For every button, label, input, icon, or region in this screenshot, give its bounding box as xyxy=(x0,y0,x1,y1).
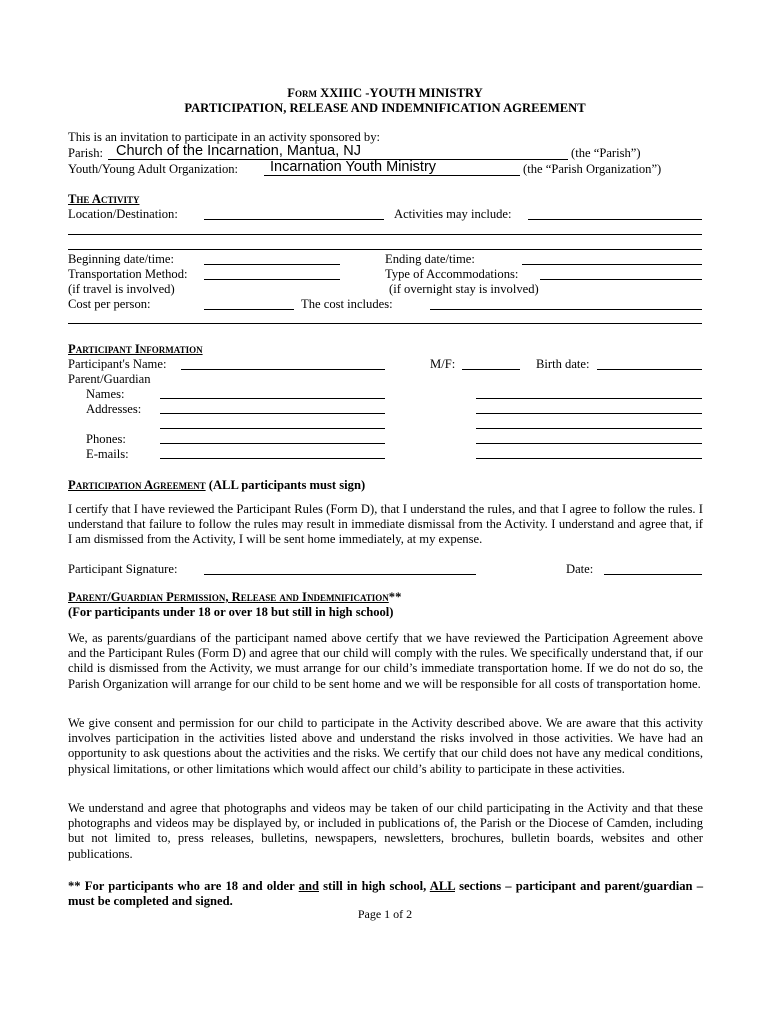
addresses-label: Addresses: xyxy=(86,402,142,416)
signature-date-label: Date: xyxy=(566,562,594,576)
parish-label: Parish: xyxy=(68,146,103,160)
activity-heading: The Activity xyxy=(68,192,140,206)
cost-includes-field[interactable] xyxy=(430,309,702,310)
mf-label: M/F: xyxy=(430,357,456,371)
parent-permission-heading-suffix: ** xyxy=(388,590,402,604)
emails-label: E-mails: xyxy=(86,447,129,461)
participant-name-field[interactable] xyxy=(181,369,385,370)
footnote-all: ALL xyxy=(429,879,455,893)
cost-includes-label: The cost includes: xyxy=(301,297,393,311)
agreement-heading-suffix: (ALL participants must sign) xyxy=(205,478,366,492)
cost-label: Cost per person: xyxy=(68,297,151,311)
participant-signature-label: Participant Signature: xyxy=(68,562,178,576)
parent-phone-field-2[interactable] xyxy=(476,443,702,444)
signature-date-field[interactable] xyxy=(604,574,702,575)
participant-signature-field[interactable] xyxy=(204,574,476,575)
parent-permission-heading xyxy=(68,590,401,605)
parent-address-field-4[interactable] xyxy=(476,428,702,429)
mf-field[interactable] xyxy=(462,369,520,370)
activities-extra-line-1[interactable] xyxy=(68,234,702,235)
participant-name-label: Participant's Name: xyxy=(68,357,167,371)
parent-address-field-1[interactable] xyxy=(160,413,385,414)
phones-label: Phones: xyxy=(86,432,126,446)
invitation-text: This is an invitation to participate in an activity sponsored by: xyxy=(68,130,380,144)
agreement-heading-text: Participation Agreement xyxy=(68,478,206,492)
birth-date-field[interactable] xyxy=(597,369,702,370)
form-title-text: Form XXIIIC -YOUTH MINISTRY xyxy=(287,86,483,100)
form-subtitle: PARTICIPATION, RELEASE AND INDEMNIFICATION AGREEMENT xyxy=(184,101,586,115)
cost-includes-extra-line[interactable] xyxy=(68,323,702,324)
parent-phone-field-1[interactable] xyxy=(160,443,385,444)
parent-paragraph-2: We give consent and permission for our child to participate in the Activity described above. We are aware that this activity involves participation in the activities listed above and understand the risks involved in those activities. We have had an opportunity to ask questions about the activities and the risks. We certify that our child does not have any medical conditions, physical limitations, or other limitations which would affect our child’s ability to participate in these activities. xyxy=(68,716,703,776)
footnote-rest: sections – participant and parent/guardian – must be completed and signed. xyxy=(68,879,703,909)
agreement-text: I certify that I have reviewed the Participant Rules (Form D), that I understand the rules, and that I agree to follow the rules. I understand that failure to follow the rules may result in immediate dismissal from the Activity. I understand and agree that, if I am dismissed from the Activity, I will be sent home immediately, at my expense. xyxy=(68,502,703,547)
names-label: Names: xyxy=(86,387,125,401)
transport-label: Transportation Method: xyxy=(68,267,188,281)
agreement-heading xyxy=(68,478,365,493)
parent-paragraph-3: We understand and agree that photographs and videos may be taken of our child participating in the Activity and that these photographs and videos may be displayed by, or included in publications of, the Parish or the Diocese of Camden, including but not limited to, press releases, bulletins, newspapers, newsletters, brochures, bulletin boards, websites and other publications. xyxy=(68,801,703,861)
footnote-prefix: ** For participants who are 18 and older xyxy=(68,879,299,893)
parent-address-field-3[interactable] xyxy=(160,428,385,429)
birth-date-label: Birth date: xyxy=(536,357,590,371)
parent-email-field-1[interactable] xyxy=(160,458,385,459)
form-title xyxy=(0,86,770,101)
accommodation-field[interactable] xyxy=(540,279,702,280)
organization-field[interactable]: Incarnation Youth Ministry xyxy=(270,159,437,175)
activities-extra-line-2[interactable] xyxy=(68,249,702,250)
parent-name-field-2[interactable] xyxy=(476,398,702,399)
parent-email-field-2[interactable] xyxy=(476,458,702,459)
parent-permission-subheading: (For participants under 18 or over 18 but still in high school) xyxy=(68,605,394,619)
location-field[interactable] xyxy=(204,219,384,220)
parent-paragraph-1: We, as parents/guardians of the participant named above certify that we have reviewed the Participation Agreement above and the Participant Rules (Form D) and agree that our child will comply with the rules. We specifically understand that, if our child is dismissed from the Activity, we must arrange for our child’s immediate transportation home. If we do not do so, the Parish Organization will arrange for our child to be sent home and we will be responsible for all costs of transportation home. xyxy=(68,631,703,691)
footnote-mid: still in high school, xyxy=(318,879,430,893)
end-field[interactable] xyxy=(522,264,702,265)
transport-field[interactable] xyxy=(204,279,340,280)
travel-note: (if travel is involved) xyxy=(68,282,175,296)
footnote xyxy=(68,879,703,909)
accommodation-label: Type of Accommodations: xyxy=(385,267,519,281)
organization-suffix: (the “Parish Organization”) xyxy=(523,162,662,176)
activities-field[interactable] xyxy=(528,219,702,220)
organization-line xyxy=(264,175,520,176)
parent-address-field-2[interactable] xyxy=(476,413,702,414)
footnote-and: and xyxy=(298,879,319,893)
location-label: Location/Destination: xyxy=(68,207,178,221)
begin-label: Beginning date/time: xyxy=(68,252,174,266)
activities-label: Activities may include: xyxy=(394,207,512,221)
parent-guardian-label: Parent/Guardian xyxy=(68,372,151,386)
parish-suffix: (the “Parish”) xyxy=(571,146,641,160)
organization-label: Youth/Young Adult Organization: xyxy=(68,162,239,176)
overnight-note: (if overnight stay is involved) xyxy=(389,282,539,296)
participant-heading: Participant Information xyxy=(68,342,203,356)
cost-field[interactable] xyxy=(204,309,294,310)
page-number: Page 1 of 2 xyxy=(357,907,413,921)
parent-permission-heading-text: Parent/Guardian Permission, Release and Indemnification xyxy=(68,590,389,604)
parent-name-field-1[interactable] xyxy=(160,398,385,399)
begin-field[interactable] xyxy=(204,264,340,265)
end-label: Ending date/time: xyxy=(385,252,475,266)
parish-field[interactable]: Church of the Incarnation, Mantua, NJ xyxy=(116,143,362,159)
